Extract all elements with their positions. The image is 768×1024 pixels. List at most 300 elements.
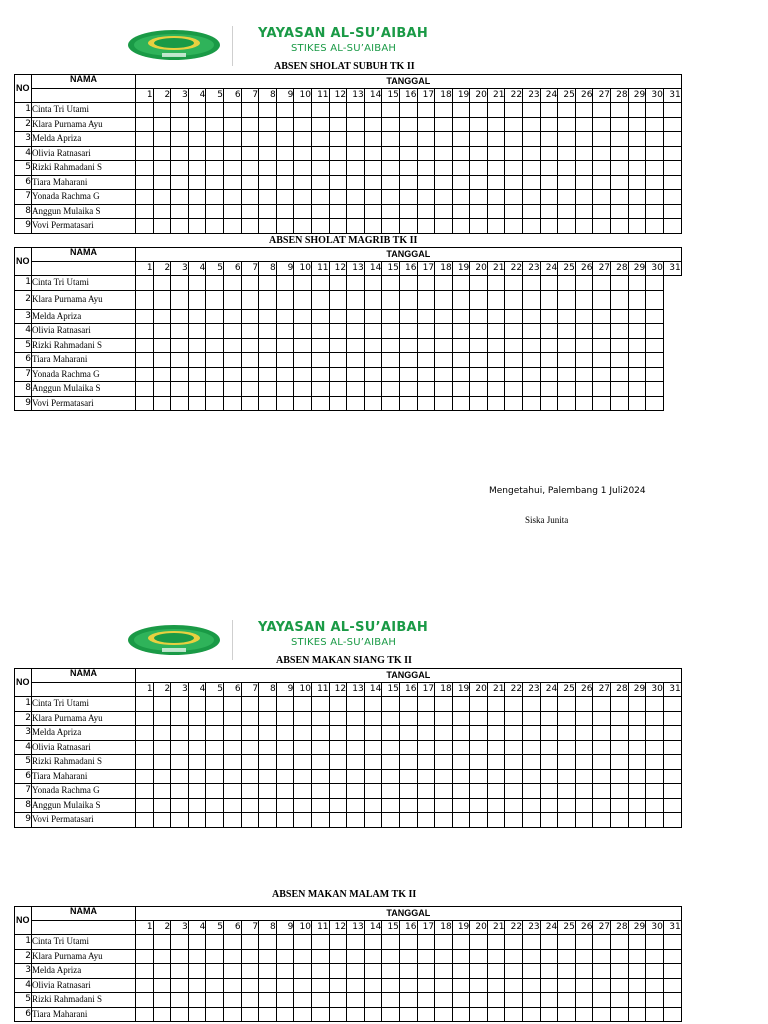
attendance-cell[interactable] [223, 146, 241, 161]
attendance-cell[interactable] [540, 290, 558, 309]
attendance-cell[interactable] [136, 146, 154, 161]
attendance-cell[interactable] [153, 161, 171, 176]
attendance-cell[interactable] [153, 949, 171, 964]
attendance-cell[interactable] [329, 978, 347, 993]
attendance-cell[interactable] [417, 309, 435, 324]
attendance-cell[interactable] [241, 324, 259, 339]
attendance-cell[interactable] [646, 755, 664, 770]
attendance-cell[interactable] [241, 813, 259, 828]
attendance-cell[interactable] [470, 290, 488, 309]
attendance-cell[interactable] [646, 396, 664, 411]
attendance-cell[interactable] [558, 769, 576, 784]
attendance-cell[interactable] [558, 935, 576, 950]
attendance-cell[interactable] [611, 935, 629, 950]
attendance-cell[interactable] [241, 353, 259, 368]
attendance-cell[interactable] [399, 396, 417, 411]
attendance-cell[interactable] [505, 161, 523, 176]
attendance-cell[interactable] [487, 949, 505, 964]
attendance-cell[interactable] [558, 798, 576, 813]
attendance-cell[interactable] [259, 204, 277, 219]
attendance-cell[interactable] [611, 338, 629, 353]
attendance-cell[interactable] [311, 338, 329, 353]
attendance-cell[interactable] [628, 935, 646, 950]
attendance-cell[interactable] [153, 309, 171, 324]
attendance-cell[interactable] [188, 813, 206, 828]
attendance-cell[interactable] [417, 132, 435, 147]
attendance-cell[interactable] [611, 949, 629, 964]
attendance-cell[interactable] [487, 276, 505, 291]
attendance-cell[interactable] [259, 784, 277, 799]
attendance-cell[interactable] [575, 309, 593, 324]
attendance-cell[interactable] [505, 382, 523, 397]
attendance-cell[interactable] [593, 204, 611, 219]
attendance-cell[interactable] [470, 1007, 488, 1022]
attendance-cell[interactable] [646, 784, 664, 799]
attendance-cell[interactable] [646, 993, 664, 1008]
attendance-cell[interactable] [628, 132, 646, 147]
attendance-cell[interactable] [188, 117, 206, 132]
attendance-cell[interactable] [417, 338, 435, 353]
attendance-cell[interactable] [241, 784, 259, 799]
attendance-cell[interactable] [399, 755, 417, 770]
attendance-cell[interactable] [523, 219, 541, 234]
attendance-cell[interactable] [523, 175, 541, 190]
attendance-cell[interactable] [223, 726, 241, 741]
attendance-cell[interactable] [171, 396, 189, 411]
attendance-cell[interactable] [311, 117, 329, 132]
attendance-cell[interactable] [241, 964, 259, 979]
attendance-cell[interactable] [399, 190, 417, 205]
attendance-cell[interactable] [417, 353, 435, 368]
attendance-cell[interactable] [259, 769, 277, 784]
attendance-cell[interactable] [628, 290, 646, 309]
attendance-cell[interactable] [558, 367, 576, 382]
attendance-cell[interactable] [611, 740, 629, 755]
attendance-cell[interactable] [505, 726, 523, 741]
attendance-cell[interactable] [276, 146, 294, 161]
attendance-cell[interactable] [329, 324, 347, 339]
attendance-cell[interactable] [188, 219, 206, 234]
attendance-cell[interactable] [153, 276, 171, 291]
attendance-cell[interactable] [663, 146, 681, 161]
attendance-cell[interactable] [523, 367, 541, 382]
attendance-cell[interactable] [364, 949, 382, 964]
attendance-cell[interactable] [487, 935, 505, 950]
attendance-cell[interactable] [153, 755, 171, 770]
attendance-cell[interactable] [364, 367, 382, 382]
attendance-cell[interactable] [611, 309, 629, 324]
attendance-cell[interactable] [558, 276, 576, 291]
attendance-cell[interactable] [417, 769, 435, 784]
attendance-cell[interactable] [470, 726, 488, 741]
attendance-cell[interactable] [435, 190, 453, 205]
attendance-cell[interactable] [364, 813, 382, 828]
attendance-cell[interactable] [136, 798, 154, 813]
attendance-cell[interactable] [505, 784, 523, 799]
attendance-cell[interactable] [259, 290, 277, 309]
attendance-cell[interactable] [611, 798, 629, 813]
attendance-cell[interactable] [435, 755, 453, 770]
attendance-cell[interactable] [593, 993, 611, 1008]
attendance-cell[interactable] [628, 978, 646, 993]
attendance-cell[interactable] [628, 382, 646, 397]
attendance-cell[interactable] [523, 978, 541, 993]
attendance-cell[interactable] [523, 755, 541, 770]
attendance-cell[interactable] [382, 190, 400, 205]
attendance-cell[interactable] [611, 353, 629, 368]
attendance-cell[interactable] [294, 367, 312, 382]
attendance-cell[interactable] [470, 769, 488, 784]
attendance-cell[interactable] [611, 146, 629, 161]
attendance-cell[interactable] [311, 935, 329, 950]
attendance-cell[interactable] [171, 798, 189, 813]
attendance-cell[interactable] [540, 309, 558, 324]
attendance-cell[interactable] [417, 1007, 435, 1022]
attendance-cell[interactable] [329, 784, 347, 799]
attendance-cell[interactable] [593, 697, 611, 712]
attendance-cell[interactable] [223, 117, 241, 132]
attendance-cell[interactable] [311, 103, 329, 118]
attendance-cell[interactable] [663, 993, 681, 1008]
attendance-cell[interactable] [223, 190, 241, 205]
attendance-cell[interactable] [347, 740, 365, 755]
attendance-cell[interactable] [329, 769, 347, 784]
attendance-cell[interactable] [663, 103, 681, 118]
attendance-cell[interactable] [311, 290, 329, 309]
attendance-cell[interactable] [611, 382, 629, 397]
attendance-cell[interactable] [259, 798, 277, 813]
attendance-cell[interactable] [646, 367, 664, 382]
attendance-cell[interactable] [435, 367, 453, 382]
attendance-cell[interactable] [311, 784, 329, 799]
attendance-cell[interactable] [628, 697, 646, 712]
attendance-cell[interactable] [646, 161, 664, 176]
attendance-cell[interactable] [452, 784, 470, 799]
attendance-cell[interactable] [399, 204, 417, 219]
attendance-cell[interactable] [646, 726, 664, 741]
attendance-cell[interactable] [399, 219, 417, 234]
attendance-cell[interactable] [575, 740, 593, 755]
attendance-cell[interactable] [382, 353, 400, 368]
attendance-cell[interactable] [153, 697, 171, 712]
attendance-cell[interactable] [171, 949, 189, 964]
attendance-cell[interactable] [417, 964, 435, 979]
attendance-cell[interactable] [364, 117, 382, 132]
attendance-cell[interactable] [206, 396, 224, 411]
attendance-cell[interactable] [470, 132, 488, 147]
attendance-cell[interactable] [663, 935, 681, 950]
attendance-cell[interactable] [294, 204, 312, 219]
attendance-cell[interactable] [294, 146, 312, 161]
attendance-cell[interactable] [663, 175, 681, 190]
attendance-cell[interactable] [347, 935, 365, 950]
attendance-cell[interactable] [399, 813, 417, 828]
attendance-cell[interactable] [470, 784, 488, 799]
attendance-cell[interactable] [294, 726, 312, 741]
attendance-cell[interactable] [136, 784, 154, 799]
attendance-cell[interactable] [470, 949, 488, 964]
attendance-cell[interactable] [294, 396, 312, 411]
attendance-cell[interactable] [417, 798, 435, 813]
attendance-cell[interactable] [311, 219, 329, 234]
attendance-cell[interactable] [399, 711, 417, 726]
attendance-cell[interactable] [347, 117, 365, 132]
attendance-cell[interactable] [628, 353, 646, 368]
attendance-cell[interactable] [540, 338, 558, 353]
attendance-cell[interactable] [136, 935, 154, 950]
attendance-cell[interactable] [347, 290, 365, 309]
attendance-cell[interactable] [417, 146, 435, 161]
attendance-cell[interactable] [329, 798, 347, 813]
attendance-cell[interactable] [575, 813, 593, 828]
attendance-cell[interactable] [452, 175, 470, 190]
attendance-cell[interactable] [611, 993, 629, 1008]
attendance-cell[interactable] [311, 964, 329, 979]
attendance-cell[interactable] [399, 324, 417, 339]
attendance-cell[interactable] [136, 964, 154, 979]
attendance-cell[interactable] [382, 935, 400, 950]
attendance-cell[interactable] [435, 175, 453, 190]
attendance-cell[interactable] [382, 219, 400, 234]
attendance-cell[interactable] [329, 146, 347, 161]
attendance-cell[interactable] [470, 813, 488, 828]
attendance-cell[interactable] [470, 755, 488, 770]
attendance-cell[interactable] [364, 309, 382, 324]
attendance-cell[interactable] [435, 740, 453, 755]
attendance-cell[interactable] [276, 784, 294, 799]
attendance-cell[interactable] [611, 219, 629, 234]
attendance-cell[interactable] [646, 175, 664, 190]
attendance-cell[interactable] [540, 324, 558, 339]
attendance-cell[interactable] [294, 219, 312, 234]
attendance-cell[interactable] [487, 755, 505, 770]
attendance-cell[interactable] [558, 324, 576, 339]
attendance-cell[interactable] [470, 309, 488, 324]
attendance-cell[interactable] [136, 117, 154, 132]
attendance-cell[interactable] [364, 755, 382, 770]
attendance-cell[interactable] [435, 697, 453, 712]
attendance-cell[interactable] [452, 276, 470, 291]
attendance-cell[interactable] [311, 697, 329, 712]
attendance-cell[interactable] [558, 964, 576, 979]
attendance-cell[interactable] [276, 396, 294, 411]
attendance-cell[interactable] [136, 396, 154, 411]
attendance-cell[interactable] [311, 769, 329, 784]
attendance-cell[interactable] [347, 309, 365, 324]
attendance-cell[interactable] [593, 190, 611, 205]
attendance-cell[interactable] [593, 382, 611, 397]
attendance-cell[interactable] [663, 367, 681, 382]
attendance-cell[interactable] [505, 367, 523, 382]
attendance-cell[interactable] [417, 290, 435, 309]
attendance-cell[interactable] [399, 978, 417, 993]
attendance-cell[interactable] [663, 784, 681, 799]
attendance-cell[interactable] [452, 978, 470, 993]
attendance-cell[interactable] [311, 367, 329, 382]
attendance-cell[interactable] [329, 367, 347, 382]
attendance-cell[interactable] [206, 711, 224, 726]
attendance-cell[interactable] [347, 353, 365, 368]
attendance-cell[interactable] [523, 161, 541, 176]
attendance-cell[interactable] [364, 338, 382, 353]
attendance-cell[interactable] [188, 161, 206, 176]
attendance-cell[interactable] [663, 204, 681, 219]
attendance-cell[interactable] [294, 103, 312, 118]
attendance-cell[interactable] [364, 964, 382, 979]
attendance-cell[interactable] [136, 175, 154, 190]
attendance-cell[interactable] [505, 813, 523, 828]
attendance-cell[interactable] [628, 964, 646, 979]
attendance-cell[interactable] [663, 726, 681, 741]
attendance-cell[interactable] [276, 161, 294, 176]
attendance-cell[interactable] [487, 290, 505, 309]
attendance-cell[interactable] [470, 161, 488, 176]
attendance-cell[interactable] [311, 949, 329, 964]
attendance-cell[interactable] [259, 396, 277, 411]
attendance-cell[interactable] [452, 740, 470, 755]
attendance-cell[interactable] [171, 353, 189, 368]
attendance-cell[interactable] [399, 132, 417, 147]
attendance-cell[interactable] [575, 382, 593, 397]
attendance-cell[interactable] [241, 117, 259, 132]
attendance-cell[interactable] [487, 103, 505, 118]
attendance-cell[interactable] [628, 711, 646, 726]
attendance-cell[interactable] [294, 382, 312, 397]
attendance-cell[interactable] [276, 290, 294, 309]
attendance-cell[interactable] [188, 784, 206, 799]
attendance-cell[interactable] [347, 1007, 365, 1022]
attendance-cell[interactable] [575, 161, 593, 176]
attendance-cell[interactable] [611, 726, 629, 741]
attendance-cell[interactable] [206, 367, 224, 382]
attendance-cell[interactable] [663, 290, 681, 309]
attendance-cell[interactable] [171, 978, 189, 993]
attendance-cell[interactable] [241, 711, 259, 726]
attendance-cell[interactable] [382, 798, 400, 813]
attendance-cell[interactable] [382, 367, 400, 382]
attendance-cell[interactable] [206, 813, 224, 828]
attendance-cell[interactable] [593, 353, 611, 368]
attendance-cell[interactable] [505, 396, 523, 411]
attendance-cell[interactable] [452, 396, 470, 411]
attendance-cell[interactable] [364, 382, 382, 397]
attendance-cell[interactable] [523, 353, 541, 368]
attendance-cell[interactable] [523, 324, 541, 339]
attendance-cell[interactable] [452, 711, 470, 726]
attendance-cell[interactable] [259, 935, 277, 950]
attendance-cell[interactable] [329, 103, 347, 118]
attendance-cell[interactable] [241, 755, 259, 770]
attendance-cell[interactable] [505, 324, 523, 339]
attendance-cell[interactable] [505, 353, 523, 368]
attendance-cell[interactable] [452, 353, 470, 368]
attendance-cell[interactable] [259, 175, 277, 190]
attendance-cell[interactable] [206, 146, 224, 161]
attendance-cell[interactable] [382, 784, 400, 799]
attendance-cell[interactable] [452, 103, 470, 118]
attendance-cell[interactable] [505, 146, 523, 161]
attendance-cell[interactable] [646, 276, 664, 291]
attendance-cell[interactable] [558, 309, 576, 324]
attendance-cell[interactable] [329, 290, 347, 309]
attendance-cell[interactable] [558, 219, 576, 234]
attendance-cell[interactable] [646, 309, 664, 324]
attendance-cell[interactable] [347, 276, 365, 291]
attendance-cell[interactable] [347, 813, 365, 828]
attendance-cell[interactable] [136, 697, 154, 712]
attendance-cell[interactable] [558, 993, 576, 1008]
attendance-cell[interactable] [540, 161, 558, 176]
attendance-cell[interactable] [382, 1007, 400, 1022]
attendance-cell[interactable] [575, 1007, 593, 1022]
attendance-cell[interactable] [523, 382, 541, 397]
attendance-cell[interactable] [593, 935, 611, 950]
attendance-cell[interactable] [646, 1007, 664, 1022]
attendance-cell[interactable] [505, 276, 523, 291]
attendance-cell[interactable] [575, 324, 593, 339]
attendance-cell[interactable] [294, 964, 312, 979]
attendance-cell[interactable] [311, 161, 329, 176]
attendance-cell[interactable] [611, 324, 629, 339]
attendance-cell[interactable] [329, 726, 347, 741]
attendance-cell[interactable] [663, 117, 681, 132]
attendance-cell[interactable] [417, 190, 435, 205]
attendance-cell[interactable] [329, 964, 347, 979]
attendance-cell[interactable] [611, 784, 629, 799]
attendance-cell[interactable] [188, 309, 206, 324]
attendance-cell[interactable] [646, 338, 664, 353]
attendance-cell[interactable] [505, 978, 523, 993]
attendance-cell[interactable] [399, 784, 417, 799]
attendance-cell[interactable] [171, 740, 189, 755]
attendance-cell[interactable] [487, 396, 505, 411]
attendance-cell[interactable] [487, 309, 505, 324]
attendance-cell[interactable] [523, 711, 541, 726]
attendance-cell[interactable] [153, 396, 171, 411]
attendance-cell[interactable] [628, 755, 646, 770]
attendance-cell[interactable] [487, 324, 505, 339]
attendance-cell[interactable] [171, 697, 189, 712]
attendance-cell[interactable] [347, 784, 365, 799]
attendance-cell[interactable] [505, 309, 523, 324]
attendance-cell[interactable] [223, 219, 241, 234]
attendance-cell[interactable] [417, 978, 435, 993]
attendance-cell[interactable] [628, 175, 646, 190]
attendance-cell[interactable] [347, 190, 365, 205]
attendance-cell[interactable] [628, 204, 646, 219]
attendance-cell[interactable] [611, 813, 629, 828]
attendance-cell[interactable] [241, 382, 259, 397]
attendance-cell[interactable] [259, 324, 277, 339]
attendance-cell[interactable] [628, 219, 646, 234]
attendance-cell[interactable] [575, 978, 593, 993]
attendance-cell[interactable] [206, 978, 224, 993]
attendance-cell[interactable] [470, 697, 488, 712]
attendance-cell[interactable] [188, 798, 206, 813]
attendance-cell[interactable] [223, 949, 241, 964]
attendance-cell[interactable] [628, 309, 646, 324]
attendance-cell[interactable] [540, 103, 558, 118]
attendance-cell[interactable] [452, 726, 470, 741]
attendance-cell[interactable] [452, 697, 470, 712]
attendance-cell[interactable] [364, 132, 382, 147]
attendance-cell[interactable] [223, 396, 241, 411]
attendance-cell[interactable] [259, 978, 277, 993]
attendance-cell[interactable] [540, 935, 558, 950]
attendance-cell[interactable] [628, 117, 646, 132]
attendance-cell[interactable] [487, 769, 505, 784]
attendance-cell[interactable] [171, 935, 189, 950]
